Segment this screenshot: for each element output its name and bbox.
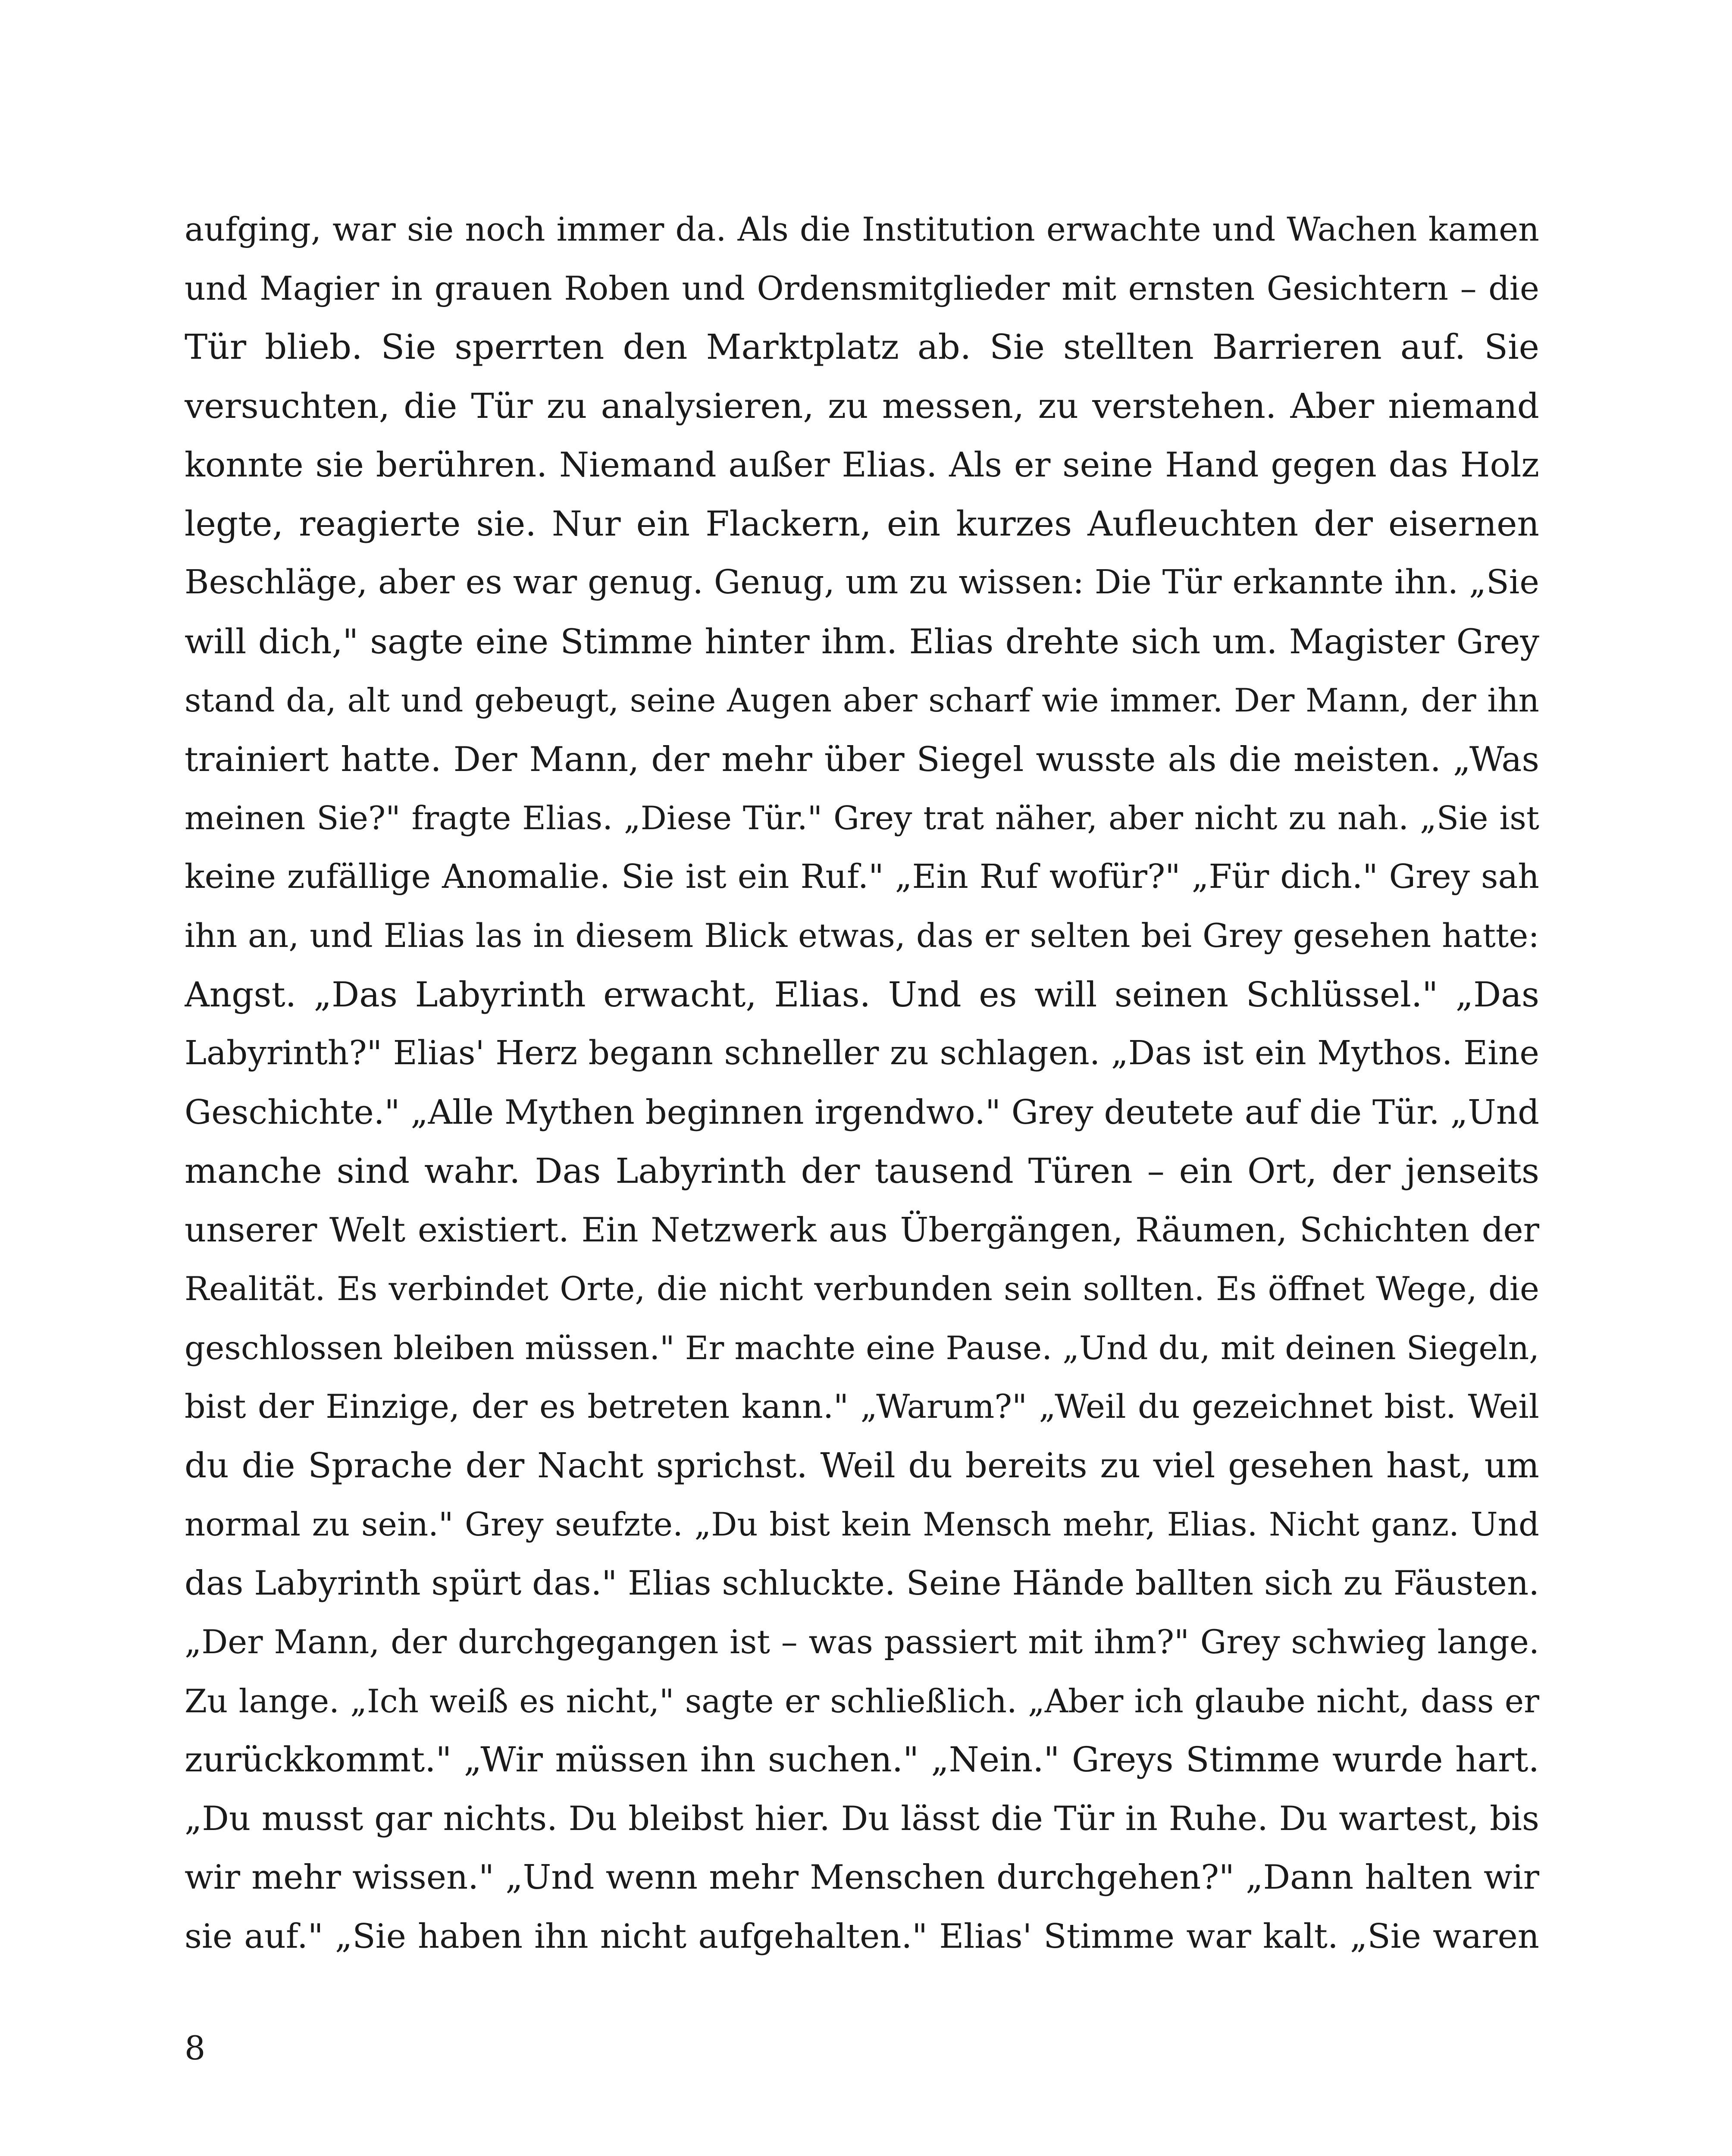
text-line-25: „Der Mann, der durchgegangen ist – was passiert mit ihm?" Grey schwieg lange. [185, 1623, 1539, 1661]
text-line-30: sie auf." „Sie haben ihn nicht aufgehalten." Elias' Stimme war kalt. „Sie waren [185, 1917, 1539, 1956]
text-line-5: konnte sie berühren. Niemand außer Elias. Als er seine Hand gegen das Holz [185, 445, 1539, 485]
text-line-14: Angst. „Das Labyrinth erwacht, Elias. Und es will seinen Schlüssel." „Das [185, 974, 1539, 1015]
text-line-22: du die Sprache der Nacht sprichst. Weil du bereits zu viel gesehen hast, um [185, 1445, 1539, 1485]
text-line-19: Realität. Es verbindet Orte, die nicht verbunden sein sollten. Es öffnet Wege, die [185, 1269, 1539, 1308]
text-line-10: trainiert hatte. Der Mann, der mehr über Siegel wusste als die meisten. „Was [185, 739, 1539, 779]
text-line-15: Labyrinth?" Elias' Herz begann schneller zu schlagen. „Das ist ein Mythos. Eine [185, 1034, 1539, 1072]
text-line-8: will dich," sagte eine Stimme hinter ihm. Elias drehte sich um. Magister Grey [185, 621, 1539, 661]
text-line-20: geschlossen bleiben müssen." Er machte eine Pause. „Und du, mit deinen Siegeln, [185, 1329, 1539, 1367]
body-text [185, 200, 1539, 1966]
text-line-3: Tür blieb. Sie sperrten den Marktplatz ab. Sie stellten Barrieren auf. Sie [185, 327, 1539, 367]
text-line-12: keine zufällige Anomalie. Sie ist ein Ruf." „Ein Ruf wofür?" „Für dich." Grey sah [185, 857, 1539, 896]
text-line-29: wir mehr wissen." „Und wenn mehr Menschen durchgehen?" „Dann halten wir [185, 1858, 1539, 1897]
text-line-13: ihn an, und Elias las in diesem Blick etwas, das er selten bei Grey gesehen hatte: [185, 916, 1539, 955]
text-line-28: „Du musst gar nichts. Du bleibst hier. Du lässt die Tür in Ruhe. Du wartest, bis [185, 1799, 1539, 1838]
text-line-6: legte, reagierte sie. Nur ein Flackern, ein kurzes Aufleuchten der eisernen [185, 503, 1539, 544]
text-line-11: meinen Sie?" fragte Elias. „Diese Tür." Grey trat näher, aber nicht zu nah. „Sie ist [185, 799, 1539, 837]
text-line-1: aufging, war sie noch immer da. Als die Institution erwachte und Wachen kamen [185, 210, 1539, 248]
text-line-16: Geschichte." „Alle Mythen beginnen irgendwo." Grey deutete auf die Tür. „Und [185, 1093, 1539, 1132]
text-line-23: normal zu sein." Grey seufzte. „Du bist kein Mensch mehr, Elias. Nicht ganz. Und [185, 1505, 1539, 1543]
text-line-24: das Labyrinth spürt das." Elias schluckte. Seine Hände ballten sich zu Fäusten. [185, 1564, 1539, 1603]
text-line-9: stand da, alt und gebeugt, seine Augen aber scharf wie immer. Der Mann, der ihn [185, 681, 1539, 719]
text-line-7: Beschläge, aber es war genug. Genug, um zu wissen: Die Tür erkannte ihn. „Sie [185, 563, 1539, 602]
page-number: 8 [185, 2029, 206, 2067]
text-line-27: zurückkommt." „Wir müssen ihn suchen." „Nein." Greys Stimme wurde hart. [185, 1739, 1539, 1780]
text-line-4: versuchten, die Tür zu analysieren, zu messen, zu verstehen. Aber niemand [185, 385, 1539, 426]
text-line-21: bist der Einzige, der es betreten kann." „Warum?" „Weil du gezeichnet bist. Weil [185, 1387, 1539, 1426]
text-line-17: manche sind wahr. Das Labyrinth der tausend Türen – ein Ort, der jenseits [185, 1151, 1539, 1191]
text-line-26: Zu lange. „Ich weiß es nicht," sagte er schließlich. „Aber ich glaube nicht, dass er [185, 1682, 1539, 1720]
text-line-2: und Magier in grauen Roben und Ordensmitglieder mit ernsten Gesichtern – die [185, 269, 1539, 307]
text-line-18: unserer Welt existiert. Ein Netzwerk aus Übergängen, Räumen, Schichten der [185, 1210, 1539, 1250]
